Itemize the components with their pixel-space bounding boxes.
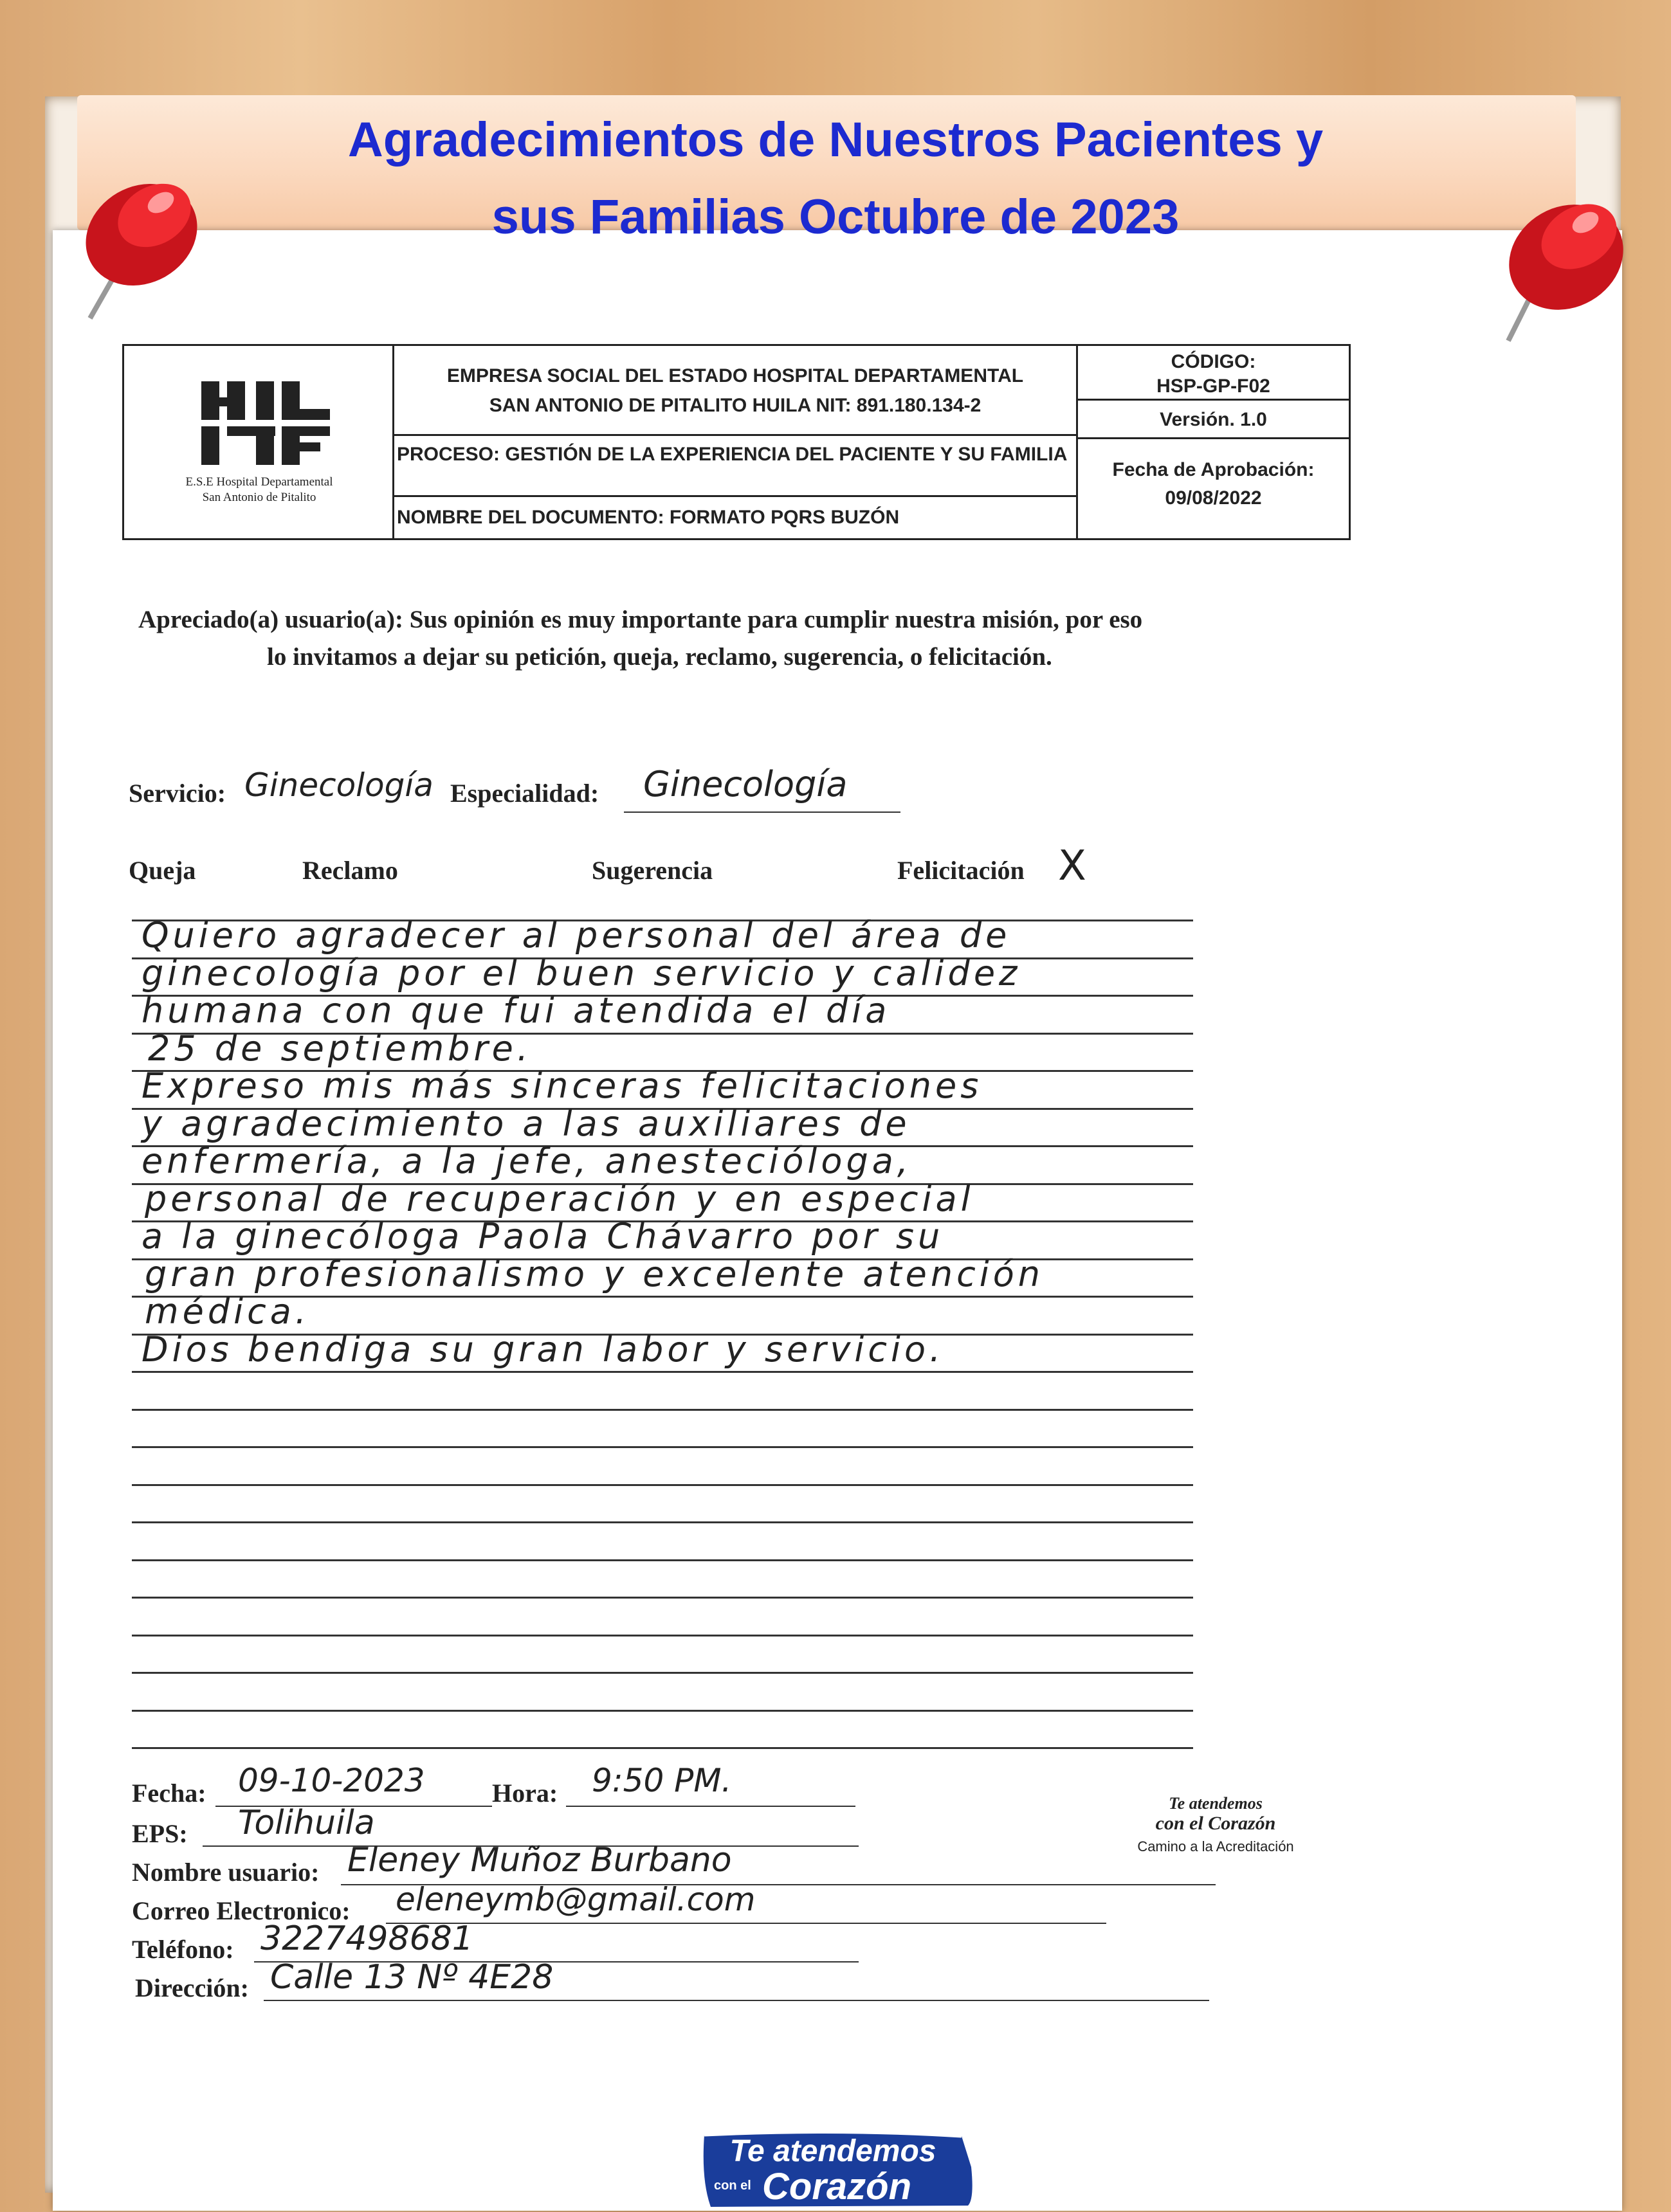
document-header-table	[122, 344, 1351, 540]
sugerencia-label: Sugerencia	[592, 856, 713, 885]
intro-line-2: lo invitamos a dejar su petición, queja, reclamo, sugerencia, o felicitación.	[267, 643, 1052, 671]
ruled-line	[132, 1371, 1193, 1373]
message-line: personal de recuperación y en especial	[145, 1179, 974, 1219]
eps-label: EPS:	[132, 1819, 188, 1848]
fecha-label: Fecha:	[132, 1779, 206, 1808]
telefono-label: Teléfono:	[132, 1935, 234, 1964]
message-line: enfermería, a la jefe, anestecióloga,	[142, 1141, 913, 1181]
correo-label: Correo Electronico:	[132, 1896, 351, 1925]
message-line: Expreso mis más sinceras felicitaciones	[142, 1065, 983, 1106]
reclamo-label: Reclamo	[302, 856, 398, 885]
especialidad-label: Especialidad:	[450, 779, 599, 808]
message-line: médica.	[145, 1291, 311, 1332]
code-label: CÓDIGO:	[1171, 351, 1256, 372]
ruled-line	[132, 1672, 1193, 1674]
approval-label: Fecha de Aprobación:	[1112, 459, 1315, 480]
logo-caption-line-1: E.S.E Hospital Departamental	[185, 475, 333, 489]
ruled-line	[132, 1521, 1193, 1523]
company-name: EMPRESA SOCIAL DEL ESTADO HOSPITAL DEPARTAMENTAL	[446, 365, 1024, 386]
message-line: ginecología por el buen servicio y calidez	[142, 953, 1021, 993]
felicitacion-checkmark: X	[1058, 842, 1086, 890]
code-cell	[1076, 346, 1349, 401]
eps-value: Tolihuila	[238, 1804, 375, 1842]
felicitacion-label: Felicitación	[897, 856, 1025, 885]
intro-line-1: Apreciado(a) usuario(a): Sus opinión es muy importante para cumplir nuestra misión, por eso	[138, 606, 1143, 633]
te-atendemos-logo	[698, 2128, 981, 2209]
brand-line-1: Te atendemos	[729, 2134, 936, 2168]
message-line: 25 de septiembre.	[148, 1028, 533, 1069]
ruled-line	[132, 1559, 1193, 1561]
nombre-value: Eleney Muñoz Burbano	[347, 1841, 732, 1880]
correo-underline	[386, 1923, 1106, 1924]
page-title	[0, 102, 1671, 256]
ruled-line	[132, 1597, 1193, 1599]
message-line: Dios bendiga su gran labor y servicio.	[142, 1329, 945, 1370]
message-line: humana con que fui atendida el día	[142, 990, 891, 1031]
especialidad-value: Ginecología	[643, 764, 848, 804]
direccion-value: Calle 13 Nº 4E28	[270, 1958, 554, 1997]
direccion-underline	[264, 2000, 1209, 2001]
version-cell: Versión. 1.0	[1076, 401, 1349, 439]
title-line-1: Agradecimientos de Nuestros Pacientes y	[347, 113, 1324, 167]
process-cell: PROCESO: GESTIÓN DE LA EXPERIENCIA DEL PACIENTE Y SU FAMILIA	[394, 436, 1076, 497]
fecha-value: 09-10-2023	[238, 1762, 425, 1799]
telefono-value: 3227498681	[260, 1919, 473, 1958]
logo-caption-line-2: San Antonio de Pitalito	[202, 491, 316, 504]
hospital-logo-icon	[201, 378, 330, 468]
message-line: a la ginecóloga Paola Chávarro por su	[142, 1216, 944, 1256]
stamp-line-3: Camino a la Acreditación	[1137, 1838, 1294, 1854]
hora-label: Hora:	[492, 1779, 558, 1808]
hospital-logo-cell	[124, 346, 394, 538]
ruled-line	[132, 1710, 1193, 1712]
queja-label: Queja	[129, 856, 196, 885]
ruled-line	[132, 1635, 1193, 1636]
approval-date: 09/08/2022	[1165, 487, 1262, 509]
company-name-cell	[394, 346, 1076, 436]
especialidad-underline	[624, 811, 900, 813]
document-name-cell: NOMBRE DEL DOCUMENTO: FORMATO PQRS BUZÓN	[397, 507, 900, 528]
direccion-label: Dirección:	[135, 1973, 249, 2002]
stamp-line-2: con el Corazón	[1155, 1813, 1276, 1834]
nombre-label: Nombre usuario:	[132, 1858, 320, 1887]
servicio-label: Servicio:	[129, 779, 226, 808]
ruled-line	[132, 1409, 1193, 1411]
hora-value: 9:50 PM.	[592, 1762, 732, 1799]
intro-text	[138, 601, 1360, 676]
message-line: Quiero agradecer al personal del área de	[142, 915, 1011, 956]
approval-date-cell	[1076, 439, 1349, 538]
pushpin-left-icon	[71, 164, 212, 325]
title-line-2: sus Familias Octubre de 2023	[491, 190, 1180, 244]
acreditacion-stamp	[1132, 1794, 1299, 1860]
ruled-line	[132, 1484, 1193, 1486]
message-line: y agradecimiento a las auxiliares de	[142, 1103, 911, 1144]
stamp-line-1: Te atendemos	[1169, 1794, 1263, 1813]
brand-small: con el	[714, 2179, 751, 2193]
brand-line-2: Corazón	[762, 2166, 911, 2207]
logo-caption	[124, 475, 394, 505]
company-nit: SAN ANTONIO DE PITALITO HUILA NIT: 891.180.134-2	[489, 395, 982, 416]
ruled-line	[132, 1747, 1193, 1749]
servicio-value: Ginecología	[244, 766, 434, 804]
ruled-line	[132, 1446, 1193, 1448]
hora-underline	[566, 1806, 855, 1807]
code-value: HSP-GP-F02	[1156, 376, 1270, 397]
correo-value: eleneymb@gmail.com	[396, 1881, 756, 1918]
pushpin-right-icon	[1492, 180, 1640, 354]
message-line: gran profesionalismo y excelente atención	[145, 1254, 1045, 1294]
